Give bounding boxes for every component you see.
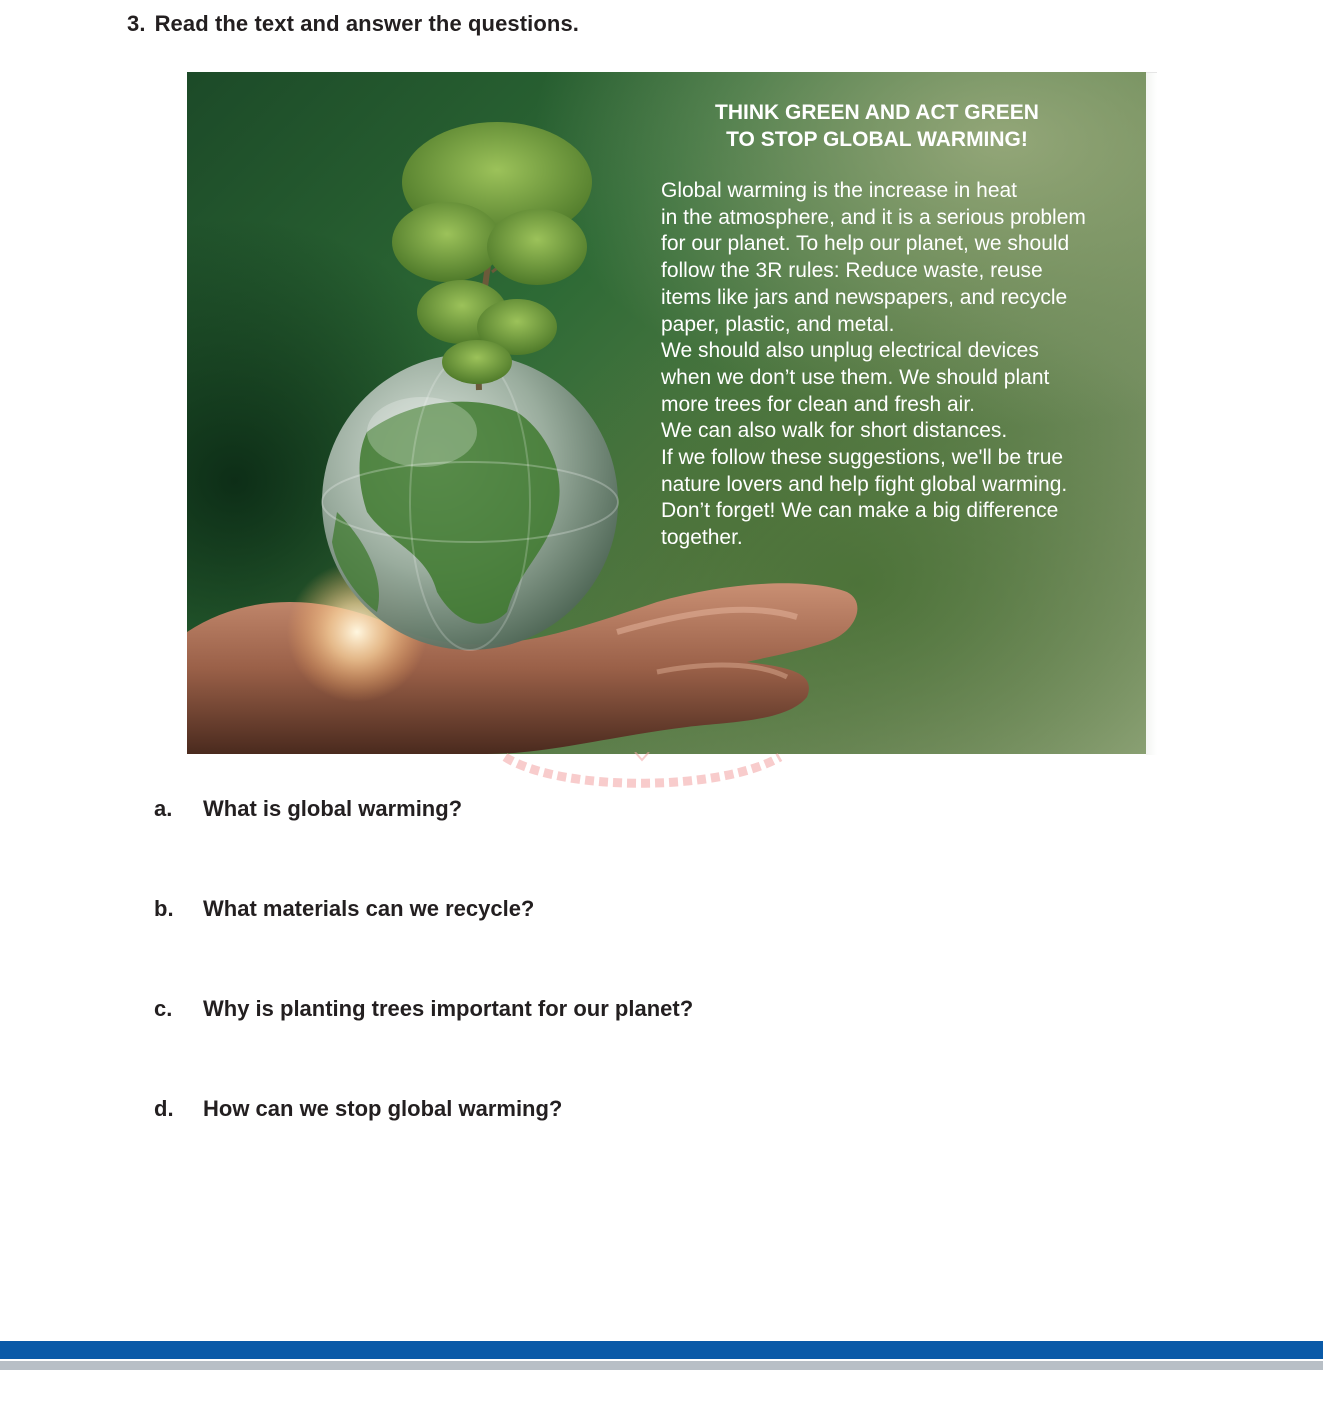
question-d: [154, 1096, 562, 1122]
reading-title: [657, 99, 1097, 153]
reading-line: follow the 3R rules: Reduce waste, reuse: [661, 259, 1043, 283]
footer-grey-bar: [0, 1361, 1323, 1370]
reading-line: Global warming is the increase in heat: [661, 179, 1018, 202]
question-b: [154, 896, 534, 922]
reading-line: for our planet. To help our planet, we should: [661, 232, 1070, 256]
question-letter: a.: [154, 796, 173, 821]
reading-line: nature lovers and help fight global warming.: [661, 472, 1068, 496]
reading-line: If we follow these suggestions, we'll be true: [661, 446, 1064, 470]
question-a: [154, 796, 462, 822]
reading-line: We should also unplug electrical devices: [661, 339, 1039, 363]
task-number: 3.: [127, 11, 146, 36]
reading-line: items like jars and newspapers, and recycle: [661, 285, 1068, 309]
question-text: Why is planting trees important for our planet?: [203, 996, 694, 1021]
reading-line: Don’t forget! We can make a big difference: [661, 499, 1059, 523]
question-text: What materials can we recycle?: [203, 896, 535, 921]
task-instruction: Read the text and answer the questions.: [154, 11, 579, 36]
task-heading: [127, 11, 579, 37]
reading-title-line-1: THINK GREEN AND ACT GREEN: [715, 101, 1039, 124]
reading-line: We can also walk for short distances.: [661, 419, 1008, 443]
reading-line: when we don’t use them. We should plant: [661, 365, 1050, 389]
question-letter: d.: [154, 1096, 174, 1121]
image-edge: [1146, 72, 1157, 755]
question-letter: b.: [154, 896, 174, 921]
reading-line: more trees for clean and fresh air.: [661, 392, 975, 416]
reading-title-line-2: TO STOP GLOBAL WARMING!: [726, 128, 1028, 151]
reading-line: paper, plastic, and metal.: [661, 312, 895, 336]
footer-blue-bar: [0, 1341, 1323, 1359]
reading-line: together.: [661, 526, 743, 550]
stamp-watermark: [500, 752, 785, 802]
question-c: [154, 996, 693, 1022]
reading-illustration: [187, 72, 1146, 754]
question-text: What is global warming?: [203, 796, 463, 821]
reading-line: in the atmosphere, and it is a serious problem: [661, 205, 1086, 229]
question-text: How can we stop global warming?: [203, 1096, 563, 1121]
reading-body: [661, 178, 1131, 552]
question-letter: c.: [154, 996, 173, 1021]
